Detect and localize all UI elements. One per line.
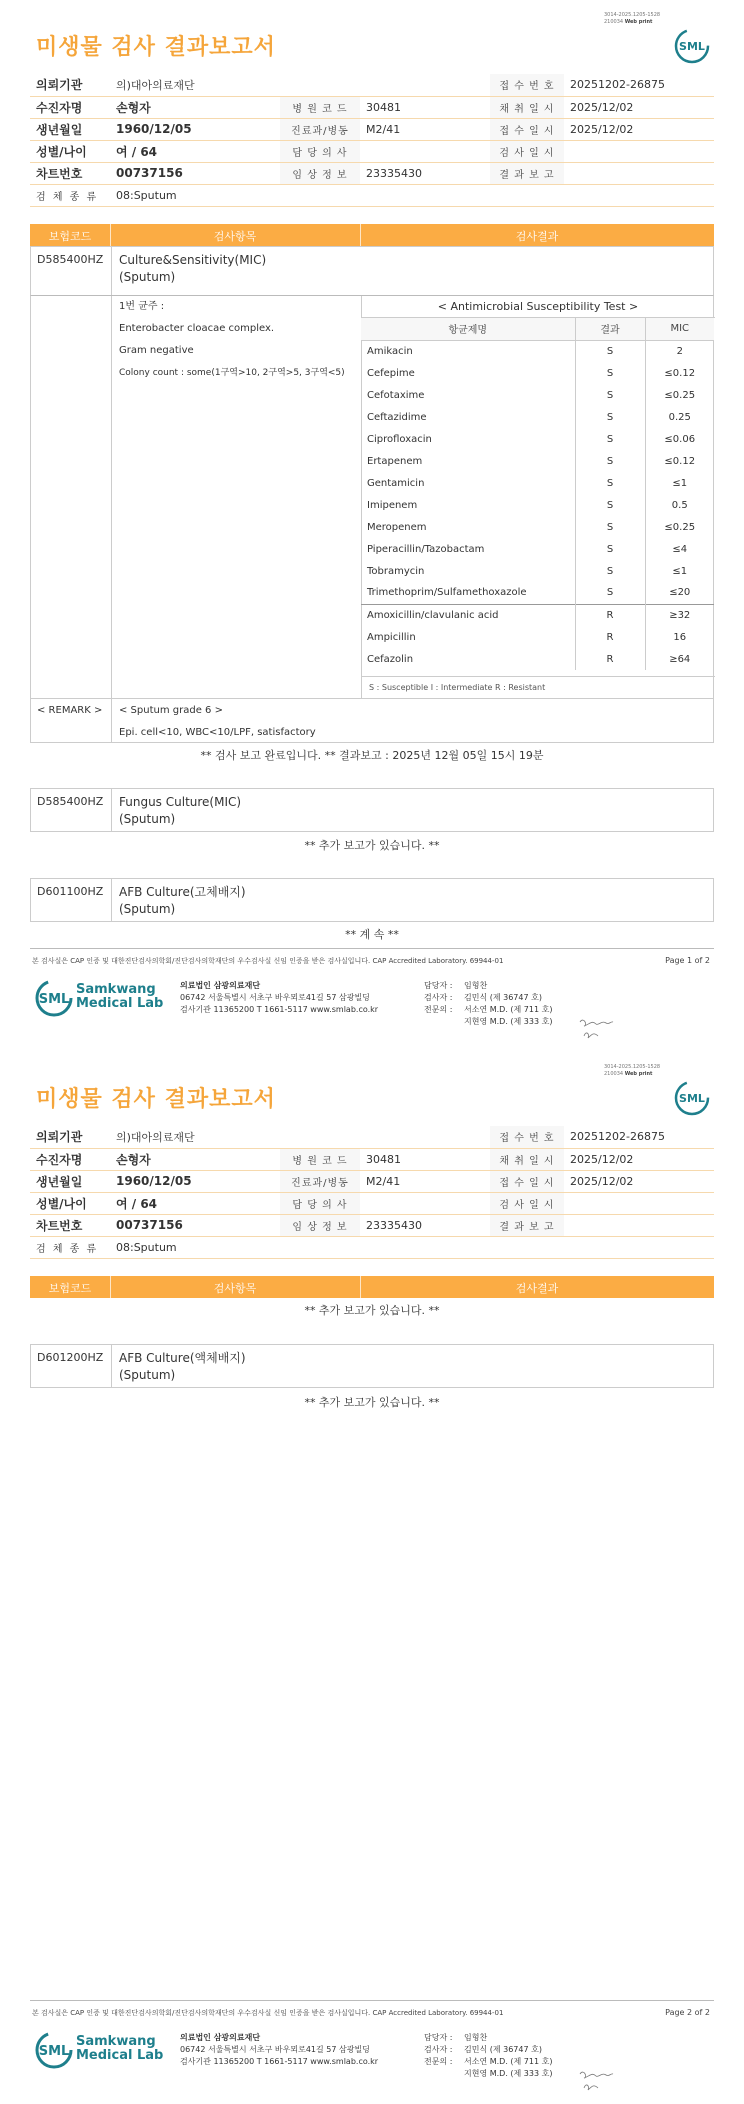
mic-row xyxy=(361,450,714,472)
report-title: 미생물 검사 결과보고서 xyxy=(36,1087,276,1112)
mic-row xyxy=(361,472,714,494)
mic-value: ≤0.12 xyxy=(645,362,714,384)
antibiotic-name: Imipenem xyxy=(367,499,418,511)
svg-text:SML: SML xyxy=(38,2044,70,2059)
receipt-no-value: 20251202-26875 xyxy=(564,74,714,96)
requester-value: 의)대아의료재단 xyxy=(110,74,490,96)
sml-logo-icon xyxy=(674,28,710,64)
susceptibility-result: S xyxy=(575,516,645,538)
susceptibility-result: S xyxy=(575,428,645,450)
antibiotic-name: Cefepime xyxy=(367,367,415,379)
page-number: Page 1 of 2 xyxy=(665,956,710,965)
footer-institution: 의료법인 삼광의료재단 06742 서울특별시 서초구 바우뫼로41길 57 삼광빌딩 검사기관 11365200 T 1661-5117 www.smlab.co.kr xyxy=(180,981,379,1014)
mic-value: ≤1 xyxy=(645,472,714,494)
mic-value: 2 xyxy=(645,340,714,362)
signature-icon xyxy=(576,1012,616,1040)
susceptibility-result: S xyxy=(575,384,645,406)
results-header: 보험코드 검사항목 검사결과 xyxy=(30,1276,714,1298)
mic-row xyxy=(361,626,714,648)
ast-legend: S : Susceptible I : Intermediate R : Resistant xyxy=(361,676,715,698)
susceptibility-result: S xyxy=(575,340,645,362)
pending-note: ** 추가 보고가 있습니다. ** xyxy=(304,839,440,852)
svg-text:SML: SML xyxy=(679,1092,705,1105)
mic-value: ≤0.25 xyxy=(645,516,714,538)
svg-text:SML: SML xyxy=(679,40,705,53)
report-complete-note: ** 검사 보고 완료입니다. ** 결과보고 : 2025년 12월 05일 15시 19분 xyxy=(200,749,544,762)
mic-row xyxy=(361,340,714,362)
report-title: 미생물 검사 결과보고서 xyxy=(36,35,276,60)
antibiotic-name: Ertapenem xyxy=(367,455,423,467)
susceptibility-result: S xyxy=(575,538,645,560)
antibiotic-name: Trimethoprim/Sulfamethoxazole xyxy=(367,587,527,599)
footer-brand: Samkwang Medical Lab xyxy=(76,2034,164,2063)
pending-note: ** 추가 보고가 있습니다. ** xyxy=(304,1396,440,1409)
continued-note: ** 계 속 ** xyxy=(345,928,399,941)
mic-table: 항균제명 결과 MIC Amikacin S 2 Cefepime S ≤0.12 Cefotaxime S ≤0.25 Ceftazidime S 0.25 Ciprofloxacin S ≤0.06 Ertapenem S ≤0.12 Gentamicin S ≤1 Imipenem S 0.5 Meropenem S ≤0.25 Piperacillin/Tazobactam S ≤4 Tobramycin S ≤1 Trimethoprim/Sulfamethoxazole S ≤20 Amoxicillin/clavulanic acid R ≥32 Ampicillin R 16 Cefazolin R ≥64 xyxy=(361,318,714,670)
antibiotic-name: Tobramycin xyxy=(367,565,425,577)
patient-name: 손형자 xyxy=(110,96,280,118)
results-header: 보험코드 검사항목 검사결과 xyxy=(30,224,714,246)
test-afb-liquid: D601200HZ AFB Culture(액체배지) (Sputum) xyxy=(30,1344,714,1388)
mic-row xyxy=(361,384,714,406)
antibiotic-name: Amoxicillin/clavulanic acid xyxy=(361,604,575,626)
mic-row xyxy=(361,406,714,428)
mic-row xyxy=(361,604,714,626)
antibiotic-name: Ampicillin xyxy=(367,631,416,643)
organism-info: 1번 균주 : Enterobacter cloacae complex. Gram negative Colony count : some(1구역>10, 2구역>5, 3구역<5) xyxy=(119,301,345,378)
page-number: Page 2 of 2 xyxy=(665,2008,710,2017)
test-afb-solid: D601100HZ AFB Culture(고체배지) (Sputum) xyxy=(30,878,714,922)
pending-note: ** 추가 보고가 있습니다. ** xyxy=(304,1304,440,1317)
antibiotic-name: Ciprofloxacin xyxy=(367,433,432,445)
dob-value: 1960/12/05 xyxy=(110,118,280,140)
sml-logo-icon xyxy=(674,1080,710,1116)
susceptibility-result: S xyxy=(575,582,645,604)
antibiotic-name: Cefotaxime xyxy=(367,389,425,401)
print-meta: 3014-2025.1205-1528 210034 Web print xyxy=(604,12,661,25)
remark-box: < REMARK > < Sputum grade 6 > Epi. cell<10, WBC<10/LPF, satisfactory xyxy=(30,698,714,743)
mic-value: 0.25 xyxy=(645,406,714,428)
susceptibility-result: R xyxy=(575,626,645,648)
susceptibility-result: S xyxy=(575,472,645,494)
report-page-2 xyxy=(0,1052,744,2104)
footer-staff: 담당자 : 임형찬 검사자 : 김민식 (제 36747 호) 전문의 : 서소연 M.D. (제 711 호) 지현영 M.D. (제 333 호) xyxy=(424,981,553,1026)
chart-no-value: 00737156 xyxy=(110,162,280,184)
mic-row xyxy=(361,648,714,670)
mic-value: 16 xyxy=(645,626,714,648)
footer-brand: Samkwang Medical Lab xyxy=(76,982,164,1011)
footer-staff: 담당자 : 임형찬 검사자 : 김민식 (제 36747 호) 전문의 : 서소연 M.D. (제 711 호) 지현영 M.D. (제 333 호) xyxy=(424,2033,553,2078)
susceptibility-result: S xyxy=(575,494,645,516)
sml-footer-logo-icon xyxy=(34,2030,74,2070)
mic-value: ≤0.06 xyxy=(645,428,714,450)
patient-info-table: 의뢰기관 의)대아의료재단 접 수 번 호 20251202-26875 수진자명 손형자 병 원 코 드 30481 채 취 일 시 2025/12/02 생년월일 1960/12/05 진료과/병동 M2/41 접 수 일 시 2025/12/02 성별/나이 여 / 64 담 당 의 사 검 사 일 시 차트번호 00737156 임 상 정 보 23335430 결 과 보 고 검 체 종 류 08:Sputum xyxy=(30,1126,714,1259)
test-culture-sensitivity: D585400HZ Culture&Sensitivity(MIC) (Sputum) xyxy=(30,246,714,296)
mic-value: ≤20 xyxy=(645,582,714,604)
svg-text:SML: SML xyxy=(38,992,70,1007)
antibiotic-name: Gentamicin xyxy=(367,477,425,489)
mic-row xyxy=(361,538,714,560)
mic-value: ≤4 xyxy=(645,538,714,560)
susceptibility-result: S xyxy=(575,406,645,428)
sml-footer-logo-icon xyxy=(34,978,74,1018)
antibiotic-name: Piperacillin/Tazobactam xyxy=(367,543,485,555)
mic-row xyxy=(361,582,714,604)
print-meta: 3014-2025.1205-1528 210034 Web print xyxy=(604,1064,661,1077)
mic-row xyxy=(361,362,714,384)
mic-value: 0.5 xyxy=(645,494,714,516)
footer-cert: 본 검사실은 CAP 인증 및 대한진단검사의학회/진단검사의학재단의 우수검사실 신임 인증을 받은 검사실입니다. CAP Accredited Laboratory. 69944-01 xyxy=(32,2009,504,2017)
antibiotic-name: Cefazolin xyxy=(367,653,414,665)
mic-row xyxy=(361,494,714,516)
mic-value: ≥64 xyxy=(645,648,714,670)
susceptibility-result: R xyxy=(575,648,645,670)
antibiotic-name: Amikacin xyxy=(367,345,413,357)
patient-info-table: 의뢰기관 의)대아의료재단 접 수 번 호 20251202-26875 수진자명 손형자 병 원 코 드 30481 채 취 일 시 2025/12/02 생년월일 1960/12/05 진료과/병동 M2/41 접 수 일 시 2025/12/02 성별/나이 여 / 64 담 당 의 사 검 사 일 시 차트번호 00737156 임 상 정 보 23335430 결 과 보 고 검 체 종 류 08:Sputum xyxy=(30,74,714,207)
susceptibility-result: S xyxy=(575,362,645,384)
footer-cert: 본 검사실은 CAP 인증 및 대한진단검사의학회/진단검사의학재단의 우수검사실 신임 인증을 받은 검사실입니다. CAP Accredited Laboratory. 69944-01 xyxy=(32,957,504,965)
mic-row xyxy=(361,428,714,450)
susceptibility-result: S xyxy=(575,450,645,472)
footer-institution: 의료법인 삼광의료재단 06742 서울특별시 서초구 바우뫼로41길 57 삼광빌딩 검사기관 11365200 T 1661-5117 www.smlab.co.kr xyxy=(180,2033,379,2066)
mic-row xyxy=(361,516,714,538)
mic-value: ≥32 xyxy=(645,604,714,626)
antibiotic-name: Meropenem xyxy=(367,521,427,533)
susceptibility-result: S xyxy=(575,560,645,582)
signature-icon xyxy=(576,2064,616,2092)
antibiotic-name: Ceftazidime xyxy=(367,411,427,423)
mic-value: ≤1 xyxy=(645,560,714,582)
test-fungus-culture: D585400HZ Fungus Culture(MIC) (Sputum) xyxy=(30,788,714,832)
mic-value: ≤0.25 xyxy=(645,384,714,406)
susceptibility-section xyxy=(30,296,714,698)
susceptibility-result: R xyxy=(575,604,645,626)
mic-value: ≤0.12 xyxy=(645,450,714,472)
ast-title: < Antimicrobial Susceptibility Test > xyxy=(361,296,715,318)
mic-row xyxy=(361,560,714,582)
